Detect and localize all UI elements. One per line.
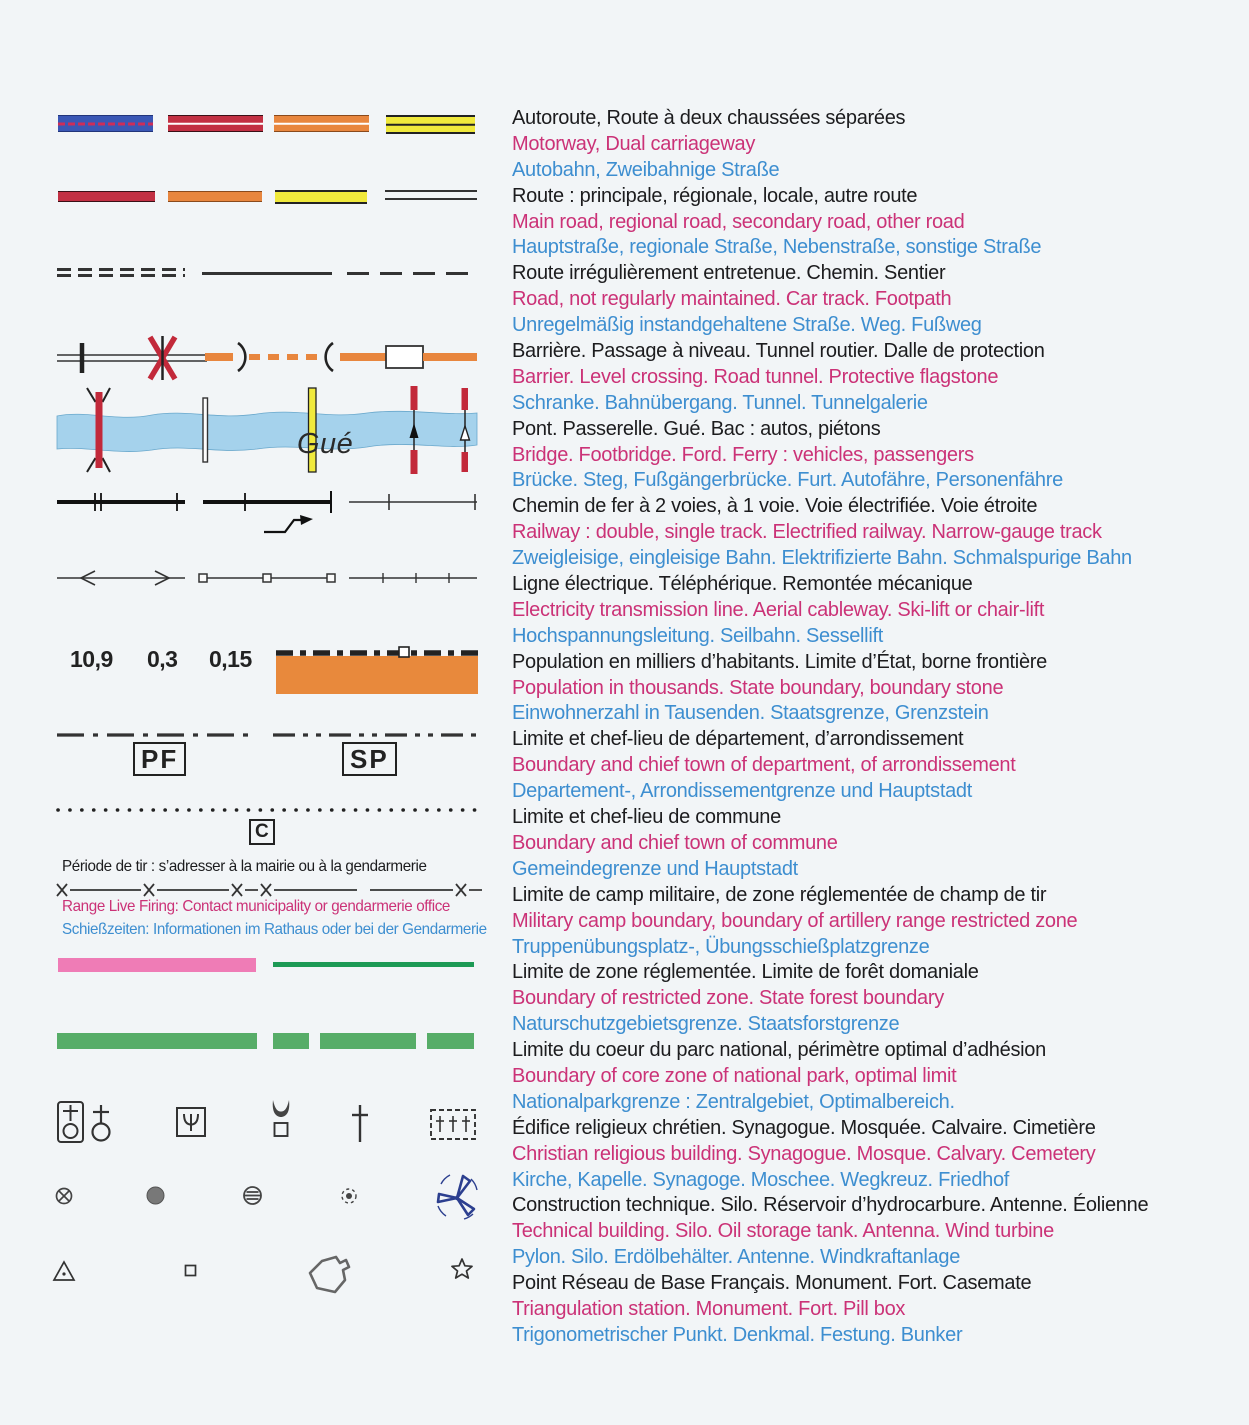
prefecture-label: PF (133, 742, 186, 776)
lightning-arrow-icon (264, 520, 302, 532)
legend-line-german: Pylon. Silo. Erdölbehälter. Antenne. Windkraftanlage (512, 1246, 961, 1269)
legend-line-english: Bridge. Footbridge. Ford. Ferry : vehicles, passengers (512, 443, 974, 466)
legend-line-english: Motorway, Dual carriageway (512, 132, 756, 155)
population-value-1: 10,9 (70, 646, 113, 672)
legend-line-english: Electricity transmission line. Aerial cableway. Ski-lift or chair-lift (512, 598, 1045, 621)
legend-entry (512, 883, 1244, 961)
regional-road-symbol (168, 191, 262, 202)
monument-icon (184, 1264, 197, 1277)
narrow-gauge-railway-symbol (349, 494, 477, 510)
legend-entry (512, 417, 1244, 495)
legend-line-german: Schranke. Bahnübergang. Tunnel. Tunnelgalerie (512, 391, 928, 414)
dual-carriageway-yellow-symbol (386, 115, 475, 134)
legend-line-french: Construction technique. Silo. Réservoir d’hydrocarbure. Antenne. Éolienne (512, 1194, 1149, 1217)
legend-line-german: Autobahn, Zweibahnige Straße (512, 158, 780, 181)
electricity-line-symbol (57, 571, 185, 585)
cemetery-icon (429, 1108, 477, 1142)
legend-line-german: Hochspannungsleitung. Seilbahn. Sessellift (512, 624, 883, 647)
antenna-icon (339, 1186, 359, 1206)
legend-line-german: Hauptstraße, regionale Straße, Nebenstraße, sonstige Straße (512, 236, 1042, 259)
calvary-cross-icon (351, 1104, 369, 1144)
department-boundary-symbol (57, 728, 477, 742)
legend-line-french: Population en milliers d’habitants. Limite d’État, borne frontière (512, 650, 1047, 673)
ford-label: Gué (297, 428, 354, 460)
national-park-core-boundary-symbol (57, 1033, 257, 1049)
legend-entry (512, 650, 1244, 728)
aerial-cableway-symbol (199, 574, 335, 582)
legend-line-german: Nationalparkgrenze : Zentralgebiet, Optimalbereich. (512, 1090, 955, 1113)
legend-entry (512, 1193, 1244, 1271)
legend-line-french: Barrière. Passage à niveau. Tunnel routier. Dalle de protection (512, 340, 1045, 363)
legend-line-german: Unregelmäßig instandgehaltene Straße. Weg. Fußweg (512, 314, 982, 337)
barrier-levelcrossing-symbol (57, 336, 207, 380)
electrified-railway-symbol (203, 491, 331, 532)
legend-line-german: Trigonometrischer Punkt. Denkmal. Festung. Bunker (512, 1323, 963, 1346)
subprefecture-label: SP (342, 742, 397, 776)
legend-line-english: Boundary and chief town of department, of arrondissement (512, 754, 1016, 777)
legend-line-german: Truppenübungsplatz-, Übungsschießplatzgrenze (512, 935, 930, 958)
national-park-optimal-boundary-symbol (427, 1033, 474, 1049)
legend-line-french: Route : principale, régionale, locale, autre route (512, 184, 918, 207)
main-road-symbol (58, 191, 155, 202)
oil-tank-icon (243, 1186, 262, 1205)
legend-line-english: Military camp boundary, boundary of artillery range restricted zone (512, 909, 1078, 932)
legend-line-german: Einwohnerzahl in Tausenden. Staatsgrenze, Grenzstein (512, 702, 989, 725)
legend-line-english: Boundary and chief town of commune (512, 831, 838, 854)
population-value-2: 0,3 (147, 646, 178, 672)
legend-line-german: Brücke. Steg, Fußgängerbrücke. Furt. Autofähre, Personenfähre (512, 469, 1063, 492)
legend-entry (512, 727, 1244, 805)
church-icon (56, 1100, 86, 1144)
national-park-optimal-boundary-symbol (273, 1033, 309, 1049)
legend-entry (512, 494, 1244, 572)
legend-line-english: Population in thousands. State boundary, boundary stone (512, 676, 1004, 699)
legend-line-english: Main road, regional road, secondary road, other road (512, 210, 965, 233)
wind-turbine-icon (433, 1170, 481, 1222)
legend-line-german: Departement-, Arrondissementgrenze und Hauptstadt (512, 780, 973, 803)
military-note-french: Période de tir : s’adresser à la mairie ou à la gendarmerie (62, 858, 427, 875)
legend-line-french: Ligne électrique. Téléphérique. Remontée mécanique (512, 573, 973, 596)
legend-line-french: Limite de camp militaire, de zone réglementée de champ de tir (512, 883, 1047, 906)
pylon-icon (55, 1187, 73, 1205)
state-forest-boundary-symbol (273, 962, 474, 967)
dual-carriageway-orange-symbol (274, 115, 369, 132)
lines-cableway-symbols (57, 563, 477, 593)
legend-entry (512, 805, 1244, 883)
legend-entry (512, 1038, 1244, 1116)
legend-entry (512, 184, 1244, 262)
fort-icon (306, 1254, 352, 1298)
ski-lift-symbol (349, 573, 477, 583)
legend-line-french: Point Réseau de Base Français. Monument. Fort. Casemate (512, 1272, 1032, 1295)
military-boundary-symbol (52, 880, 482, 900)
footbridge-symbol (203, 398, 208, 462)
pillbox-star-icon (451, 1258, 473, 1280)
other-road-symbol (385, 190, 477, 200)
synagogue-icon (175, 1106, 207, 1138)
silo-icon (146, 1186, 165, 1205)
legend-line-english: Road, not regularly maintained. Car track. Footpath (512, 288, 952, 311)
legend-line-french: Route irrégulièrement entretenue. Chemin. Sentier (512, 262, 946, 285)
legend-line-english: Railway : double, single track. Electrified railway. Narrow-gauge track (512, 521, 1102, 544)
legend-line-french: Limite et chef-lieu de département, d’arrondissement (512, 728, 964, 751)
legend-line-french: Limite du coeur du parc national, périmètre optimal d’adhésion (512, 1039, 1046, 1062)
legend-line-german: Zweigleisige, eingleisige Bahn. Elektrifizierte Bahn. Schmalspurige Bahn (512, 547, 1132, 570)
legend-entry (512, 572, 1244, 650)
commune-label: C (249, 819, 275, 845)
motorway-symbol (58, 115, 153, 132)
legend-line-english: Barrier. Level crossing. Road tunnel. Protective flagstone (512, 365, 999, 388)
legend-entry (512, 960, 1244, 1038)
national-park-optimal-boundary-symbol (320, 1033, 416, 1049)
car-track-symbol (202, 272, 332, 275)
footpath-symbol (347, 272, 477, 275)
legend-entry (512, 339, 1244, 417)
legend-entry (512, 261, 1244, 339)
legend-line-english: Triangulation station. Monument. Fort. Pill box (512, 1297, 906, 1320)
restricted-zone-boundary-symbol (58, 958, 256, 972)
legend-entry (512, 1116, 1244, 1194)
dual-carriageway-red-symbol (168, 115, 263, 132)
double-track-railway-symbol (57, 493, 185, 511)
legend-line-german: Naturschutzgebietsgrenze. Staatsforstgrenze (512, 1013, 900, 1036)
legend-line-french: Autoroute, Route à deux chaussées séparées (512, 107, 906, 129)
legend-entry (512, 1271, 1244, 1349)
chapel-icon (88, 1104, 114, 1144)
population-value-3: 0,15 (209, 646, 252, 672)
legend-entry (512, 106, 1244, 184)
military-note-german: Schießzeiten: Informationen im Rathaus oder bei der Gendarmerie (62, 921, 487, 938)
legend-line-french: Limite et chef-lieu de commune (512, 806, 781, 829)
legend-text-column (512, 106, 1244, 1349)
legend-line-english: Technical building. Silo. Oil storage tank. Antenna. Wind turbine (512, 1220, 1054, 1243)
legend-line-german: Gemeindegrenze und Hauptstadt (512, 857, 798, 880)
military-note-english: Range Live Firing: Contact municipality or gendarmerie office (62, 898, 450, 915)
railway-symbols (57, 490, 477, 538)
boundary-stone-icon (399, 647, 409, 657)
legend-line-french: Limite de zone réglementée. Limite de forêt domaniale (512, 961, 979, 984)
triangulation-station-icon (52, 1260, 76, 1282)
legend-line-german: Kirche, Kapelle. Synagoge. Moschee. Wegkreuz. Friedhof (512, 1168, 1010, 1191)
secondary-road-symbol (275, 190, 367, 204)
unmaintained-road-symbol (57, 268, 185, 278)
legend-line-french: Chemin de fer à 2 voies, à 1 voie. Voie électrifiée. Voie étroite (512, 495, 1038, 518)
river-crossings-symbol (57, 386, 477, 476)
legend-line-french: Édifice religieux chrétien. Synagogue. Mosquée. Calvaire. Cimetière (512, 1116, 1096, 1139)
legend-line-english: Boundary of core zone of national park, optimal limit (512, 1064, 957, 1087)
legend-line-english: Christian religious building. Synagogue. Mosque. Calvary. Cemetery (512, 1142, 1096, 1165)
legend-line-french: Pont. Passerelle. Gué. Bac : autos, piétons (512, 417, 881, 440)
mosque-icon (269, 1098, 293, 1142)
commune-boundary-symbol (55, 805, 479, 815)
road-tunnel-flagstone-symbol (205, 336, 477, 380)
legend-line-english: Boundary of restricted zone. State forest boundary (512, 987, 944, 1010)
state-boundary-symbol (276, 646, 478, 702)
